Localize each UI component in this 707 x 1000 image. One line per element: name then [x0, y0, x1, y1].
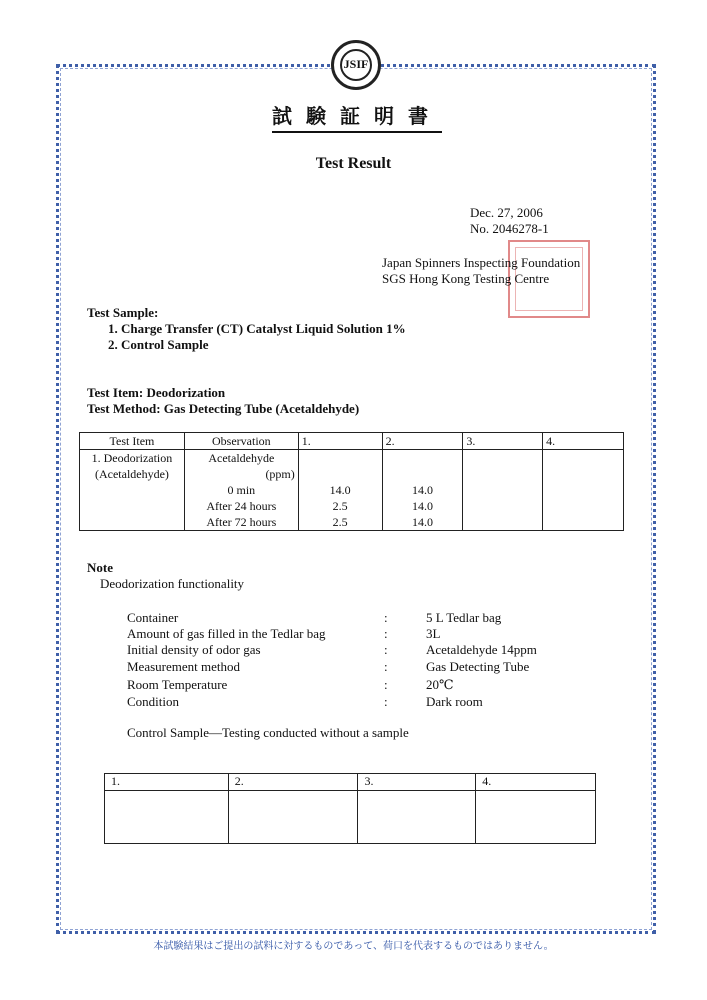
sample-1-cell: [298, 450, 382, 531]
test-item-text: 1. Deodorization: [91, 451, 173, 465]
empty-cell: [105, 791, 229, 844]
observation-unit: (ppm): [265, 467, 295, 481]
value: 2.5: [332, 515, 348, 529]
note-subtitle: Deodorization functionality: [100, 576, 245, 591]
test-sample-label: Test Sample:: [87, 305, 159, 320]
sample-2-cell: [382, 450, 463, 531]
condition-label: Amount of gas filled in the Tedlar bag: [127, 626, 326, 641]
test-item-text: (Acetaldehyde): [94, 467, 169, 481]
test-sample-item: 1. Charge Transfer (CT) Catalyst Liquid Solution 1%: [108, 321, 406, 336]
seal-text: JSIF: [343, 57, 369, 71]
results-header-row: [80, 433, 624, 450]
condition-colon: :: [384, 610, 388, 625]
condition-label: Container: [127, 610, 179, 625]
document-date: Dec. 27, 2006: [470, 205, 543, 220]
header-cell: 3.: [463, 433, 543, 450]
blank-body-row: [105, 791, 596, 844]
condition-label: Measurement method: [127, 659, 240, 674]
condition-value: 5 L Tedlar bag: [426, 610, 502, 625]
sample-4-cell: [543, 450, 624, 531]
condition-value: 3L: [426, 626, 441, 641]
page-title: Test Result: [315, 155, 392, 172]
condition-label: Initial density of odor gas: [127, 642, 261, 657]
test-sample-item: 2. Control Sample: [108, 337, 209, 352]
observation-time: After 72 hours: [206, 515, 277, 529]
condition-value: Acetaldehyde 14ppm: [426, 642, 537, 657]
header-cell: 2.: [228, 774, 358, 791]
document-number: No. 2046278-1: [470, 221, 549, 236]
results-body-row: [80, 450, 624, 531]
results-table: [79, 432, 624, 531]
condition-value: Dark room: [426, 694, 483, 709]
value: 14.0: [411, 499, 433, 513]
note-title: Note: [87, 560, 113, 575]
empty-cell: [476, 791, 596, 844]
condition-colon: :: [384, 677, 388, 692]
disclaimer-footer: 本試験結果はご提出の試料に対するものであって、荷口を代表するものではありません。: [153, 941, 554, 952]
header-cell: 3.: [358, 774, 476, 791]
organization-line-2: SGS Hong Kong Testing Centre: [382, 271, 550, 286]
condition-colon: :: [384, 626, 388, 641]
test-item-line: Test Item: Deodorization: [87, 385, 226, 400]
observation-substance: Acetaldehyde: [208, 451, 275, 465]
condition-value: Gas Detecting Tube: [426, 659, 530, 674]
value: 2.5: [332, 499, 348, 513]
test-item-cell: [80, 450, 185, 531]
header-cell: 1.: [298, 433, 382, 450]
condition-value: 20℃: [426, 677, 454, 692]
header-cell: Observation: [184, 433, 298, 450]
condition-colon: :: [384, 642, 388, 657]
sample-3-cell: [463, 450, 543, 531]
empty-cell: [358, 791, 476, 844]
header-cell: 2.: [382, 433, 463, 450]
header-cell: 4.: [476, 774, 596, 791]
empty-cell: [228, 791, 358, 844]
condition-colon: :: [384, 659, 388, 674]
value: 14.0: [411, 515, 433, 529]
condition-colon: :: [384, 694, 388, 709]
condition-label: Room Temperature: [127, 677, 228, 692]
condition-label: Condition: [127, 694, 180, 709]
control-sample-note: Control Sample—Testing conducted without a sample: [127, 725, 409, 740]
organization-line-1: Japan Spinners Inspecting Foundation: [382, 255, 581, 270]
observation-time: 0 min: [227, 483, 256, 497]
blank-header-row: [105, 774, 596, 791]
foundation-seal-icon: [331, 40, 381, 90]
observation-time: After 24 hours: [206, 499, 277, 513]
value: 14.0: [329, 483, 351, 497]
blank-results-table: [104, 773, 596, 844]
header-cell: Test Item: [80, 433, 185, 450]
value: 14.0: [411, 483, 433, 497]
test-method-line: Test Method: Gas Detecting Tube (Acetaldehyde): [87, 401, 360, 416]
header-cell: 1.: [105, 774, 229, 791]
header-cell: 4.: [543, 433, 624, 450]
observation-cell: [184, 450, 298, 531]
japanese-title: 試験証明書: [272, 100, 442, 133]
